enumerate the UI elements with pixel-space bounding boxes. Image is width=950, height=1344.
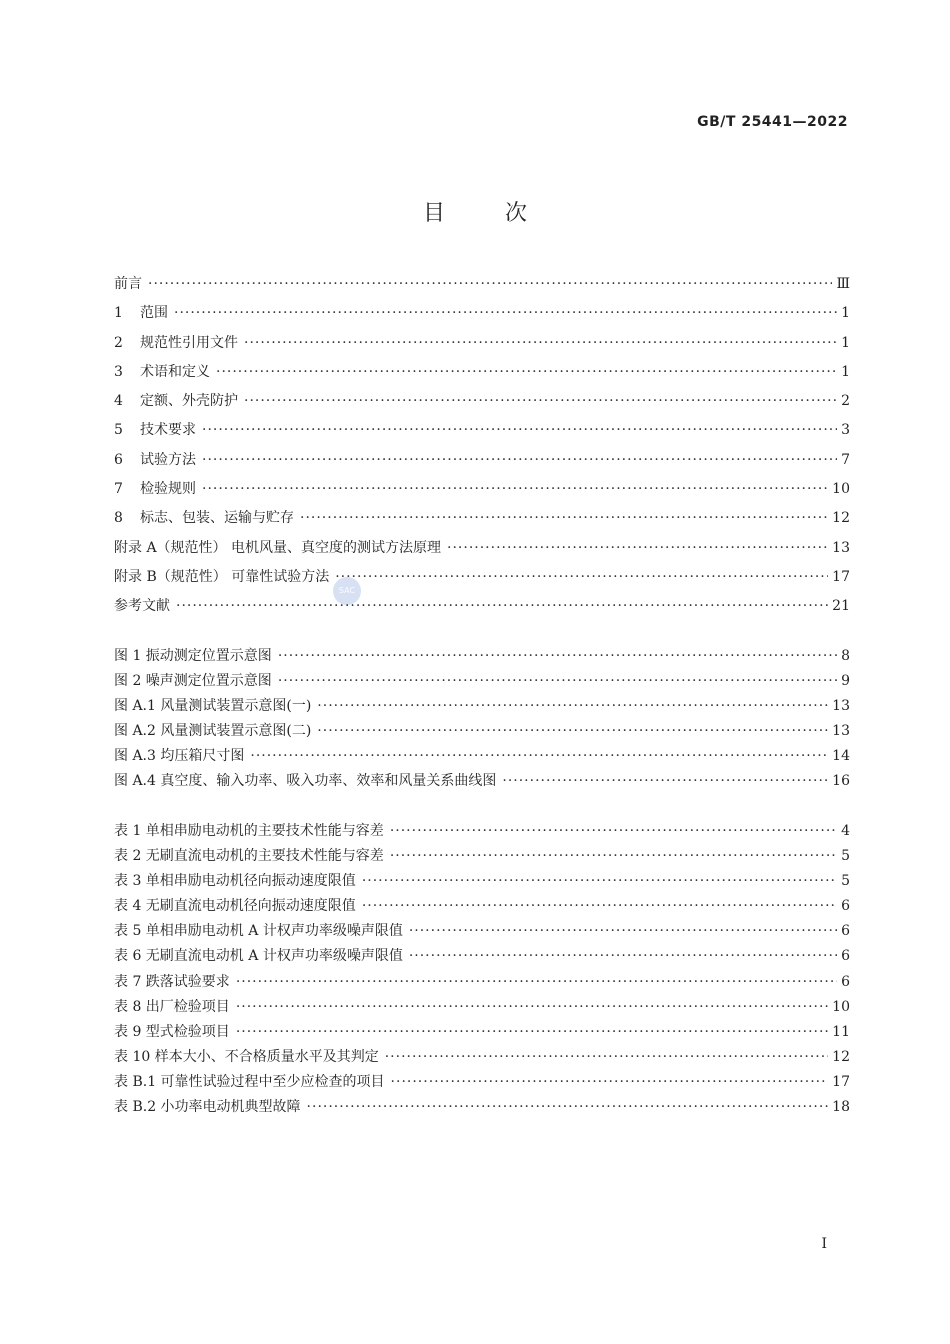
- toc-entry[interactable]: [114, 416, 850, 445]
- toc-entry-label: 表 2 无刷直流电动机的主要技术性能与容差: [114, 848, 384, 865]
- page-title: 目次: [422, 201, 587, 226]
- toc-leader-dots: [385, 1045, 828, 1070]
- toc-entry-page: 11: [832, 1023, 850, 1040]
- toc-leader-dots: [244, 387, 837, 416]
- toc-entry[interactable]: [114, 270, 850, 299]
- toc-entry-page: 1: [841, 334, 850, 351]
- toc-entry-page: 21: [832, 598, 850, 615]
- toc-entry-page: 18: [832, 1099, 850, 1116]
- toc-leader-dots: [236, 1020, 828, 1045]
- toc-leader-dots: [317, 719, 828, 744]
- toc-entry[interactable]: [114, 894, 850, 919]
- toc-entry[interactable]: [114, 919, 850, 944]
- toc-figures-list: [114, 644, 850, 794]
- toc-entry-page: 17: [832, 1073, 850, 1090]
- toc-leader-dots: [335, 563, 828, 592]
- toc-entry-page: 5: [841, 873, 850, 890]
- toc-leader-dots: [244, 329, 837, 358]
- toc-entry[interactable]: [114, 669, 850, 694]
- toc-entry-page: 13: [832, 539, 850, 556]
- toc-entry[interactable]: [114, 769, 850, 794]
- toc-entry-label: 表 5 单相串励电动机 A 计权声功率级噪声限值: [114, 923, 403, 940]
- toc-leader-dots: [278, 669, 837, 694]
- toc-leader-dots: [409, 944, 837, 969]
- toc-entry-label: 图 A.4 真空度、输入功率、吸入功率、效率和风量关系曲线图: [114, 773, 497, 789]
- toc-leader-dots: [390, 819, 837, 844]
- toc-leader-dots: [391, 1070, 829, 1095]
- toc-entry-label: 表 3 单相串励电动机径向振动速度限值: [114, 873, 356, 890]
- toc-entry[interactable]: [114, 563, 850, 592]
- standard-code: GB/T 25441—2022: [697, 114, 848, 130]
- toc-entry[interactable]: [114, 1095, 850, 1120]
- toc-entry-label: 表 B.1 可靠性试验过程中至少应检查的项目: [114, 1073, 385, 1090]
- toc-entry[interactable]: [114, 387, 850, 416]
- toc-entry-number: 1: [114, 305, 123, 322]
- toc-leader-dots: [502, 769, 828, 794]
- toc-entry-number: 6: [114, 451, 123, 468]
- toc-leader-dots: [362, 869, 837, 894]
- page-number: I: [821, 1236, 827, 1252]
- toc-entry-label: 图 A.1 风量测试装置示意图(一): [114, 698, 312, 714]
- toc-entry-number: 4: [114, 393, 123, 410]
- toc-entry[interactable]: [114, 819, 850, 844]
- toc-leader-dots: [148, 270, 832, 299]
- toc-entry[interactable]: [114, 844, 850, 869]
- toc-entry-number: 2: [114, 334, 123, 351]
- toc-leader-dots: [447, 534, 828, 563]
- toc-leader-dots: [202, 475, 828, 504]
- toc-entry[interactable]: [114, 329, 850, 358]
- toc-entry-page: 1: [841, 305, 850, 322]
- toc-entry-page: 13: [832, 698, 850, 714]
- toc-entry-label: 表 9 型式检验项目: [114, 1023, 230, 1040]
- toc-entry[interactable]: [114, 744, 850, 769]
- toc-entry[interactable]: [114, 1020, 850, 1045]
- toc-entry-page: 16: [832, 773, 850, 789]
- toc-entry-page: 2: [841, 393, 850, 410]
- toc-entry-label: 表 B.2 小功率电动机典型故障: [114, 1099, 301, 1116]
- toc-entry-number: 8: [114, 510, 123, 527]
- toc-leader-dots: [390, 844, 837, 869]
- toc-entry-label: 试验方法: [140, 451, 196, 468]
- toc-entry[interactable]: [114, 719, 850, 744]
- toc-entry-page: 6: [841, 898, 850, 915]
- toc-entry-label: 定额、外壳防护: [140, 393, 238, 410]
- toc-entry[interactable]: [114, 995, 850, 1020]
- toc-entry[interactable]: [114, 358, 850, 387]
- toc-entry-label: 范围: [140, 305, 168, 322]
- toc-entry-page: 9: [841, 673, 850, 689]
- toc-entry[interactable]: [114, 475, 850, 504]
- toc-leader-dots: [174, 299, 837, 328]
- toc-entry-page: 6: [841, 973, 850, 990]
- toc-leader-dots: [278, 644, 837, 669]
- toc-entry-label: 附录 A（规范性） 电机风量、真空度的测试方法原理: [114, 539, 442, 556]
- toc-entry[interactable]: [114, 504, 850, 533]
- toc-leader-dots: [317, 694, 828, 719]
- toc-entry-label: 表 8 出厂检验项目: [114, 998, 230, 1015]
- toc-entry-page: 8: [841, 648, 850, 664]
- toc-entry-label: 表 7 跌落试验要求: [114, 973, 230, 990]
- toc-entry-page: 10: [832, 998, 850, 1015]
- toc-leader-dots: [250, 744, 828, 769]
- toc-entry-label: 图 2 噪声测定位置示意图: [114, 673, 272, 689]
- toc-entry-label: 表 6 无刷直流电动机 A 计权声功率级噪声限值: [114, 948, 403, 965]
- toc-entry-page: 13: [832, 723, 850, 739]
- watermark-logo: SAC: [333, 577, 361, 605]
- toc-entry-page: 10: [832, 481, 850, 498]
- toc-entry-label: 前言: [114, 276, 142, 292]
- toc-leader-dots: [300, 504, 828, 533]
- toc-entry-page: 17: [832, 568, 850, 585]
- toc-entry-page: Ⅲ: [836, 276, 850, 292]
- toc-entry[interactable]: [114, 644, 850, 669]
- toc-entry[interactable]: [114, 446, 850, 475]
- toc-entry-page: 3: [841, 422, 850, 439]
- toc-entry[interactable]: [114, 592, 850, 621]
- toc-leader-dots: [307, 1095, 829, 1120]
- toc-entry-page: 7: [841, 451, 850, 468]
- toc-leader-dots: [202, 416, 837, 445]
- toc-leader-dots: [236, 970, 837, 995]
- toc-entry-page: 14: [832, 748, 850, 764]
- toc-entry-label: 图 A.3 均压箱尺寸图: [114, 748, 245, 764]
- toc-leader-dots: [236, 995, 828, 1020]
- toc-leader-dots: [216, 358, 837, 387]
- toc-entry[interactable]: [114, 1070, 850, 1095]
- toc-entry-number: 5: [114, 422, 123, 439]
- toc-entry-label: 表 10 样本大小、不合格质量水平及其判定: [114, 1048, 379, 1065]
- toc-entry-page: 6: [841, 923, 850, 940]
- toc-entry-label: 术语和定义: [140, 363, 210, 380]
- toc-entry[interactable]: [114, 534, 850, 563]
- toc-leader-dots: [409, 919, 837, 944]
- toc-entry-label: 参考文献: [114, 598, 170, 615]
- toc-entry-label: 规范性引用文件: [140, 334, 238, 351]
- toc-leader-dots: [362, 894, 837, 919]
- toc-entry-number: 7: [114, 481, 123, 498]
- toc-entry-label: 标志、包装、运输与贮存: [140, 510, 294, 527]
- toc-entry-page: 1: [841, 363, 850, 380]
- toc-entry-page: 4: [841, 823, 850, 839]
- toc-entry-page: 5: [841, 848, 850, 865]
- toc-entry-label: 表 4 无刷直流电动机径向振动速度限值: [114, 898, 356, 915]
- toc-entry[interactable]: [114, 299, 850, 328]
- toc-entry[interactable]: [114, 694, 850, 719]
- toc-entry-label: 表 1 单相串励电动机的主要技术性能与容差: [114, 823, 384, 839]
- toc-entry-label: 技术要求: [140, 422, 196, 439]
- toc-entry-label: 附录 B（规范性） 可靠性试验方法: [114, 568, 330, 585]
- toc-leader-dots: [176, 592, 828, 621]
- toc-entry-page: 6: [841, 948, 850, 965]
- toc-main-list: [114, 270, 850, 622]
- toc-entry-page: 12: [832, 510, 850, 527]
- toc-leader-dots: [202, 446, 837, 475]
- toc-entry-number: 3: [114, 363, 123, 380]
- toc-entry[interactable]: [114, 869, 850, 894]
- toc-entry-label: 图 1 振动测定位置示意图: [114, 648, 272, 664]
- toc-entry-page: 12: [832, 1048, 850, 1065]
- toc-entry[interactable]: [114, 944, 850, 969]
- toc-entry[interactable]: [114, 1045, 850, 1070]
- toc-tables-list: [114, 819, 850, 1120]
- toc-entry[interactable]: [114, 970, 850, 995]
- toc-entry-label: 图 A.2 风量测试装置示意图(二): [114, 723, 312, 739]
- toc-entry-label: 检验规则: [140, 481, 196, 498]
